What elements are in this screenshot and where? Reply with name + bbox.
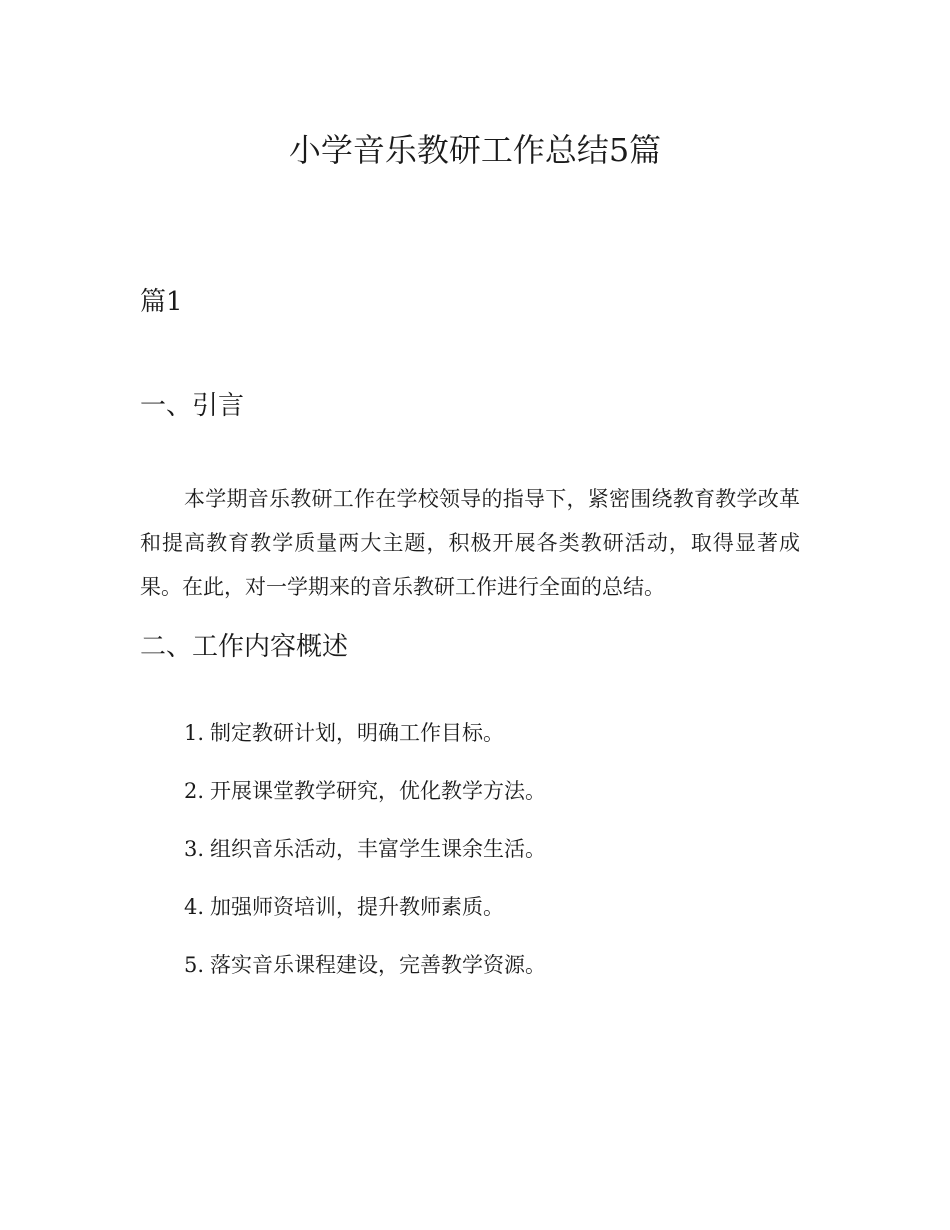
list-item-text: 组织音乐活动，丰富学生课余生活。 xyxy=(210,837,547,861)
section-heading-work-overview: 二、工作内容概述 xyxy=(140,632,349,662)
chapter-heading: 篇1 xyxy=(140,287,183,317)
list-item-text: 制定教研计划，明确工作目标。 xyxy=(210,721,505,745)
list-item-number: 3. xyxy=(184,837,205,861)
list-item-number: 2. xyxy=(184,779,205,803)
work-content-list xyxy=(184,718,546,1008)
document-title: 小学音乐教研工作总结5篇 xyxy=(288,131,662,169)
list-item-text: 加强师资培训，提升教师素质。 xyxy=(210,895,505,919)
list-item xyxy=(184,834,546,892)
list-item-number: 1. xyxy=(184,721,205,745)
list-item xyxy=(184,950,546,1008)
list-item xyxy=(184,776,546,834)
list-item xyxy=(184,892,546,950)
section-heading-introduction: 一、引言 xyxy=(140,391,245,421)
introduction-paragraph: 本学期音乐教研工作在学校领导的指导下，紧密围绕教育教学改革和提高教育教学质量两大主题，积极开展各类教研活动，取得显著成果。在此，对一学期来的音乐教研工作进行全面的总结。 xyxy=(140,487,800,599)
list-item-number: 4. xyxy=(184,895,205,919)
list-item-text: 落实音乐课程建设，完善教学资源。 xyxy=(210,953,547,977)
list-item-text: 开展课堂教学研究，优化教学方法。 xyxy=(210,779,547,803)
list-item-number: 5. xyxy=(184,953,205,977)
list-item xyxy=(184,718,546,776)
